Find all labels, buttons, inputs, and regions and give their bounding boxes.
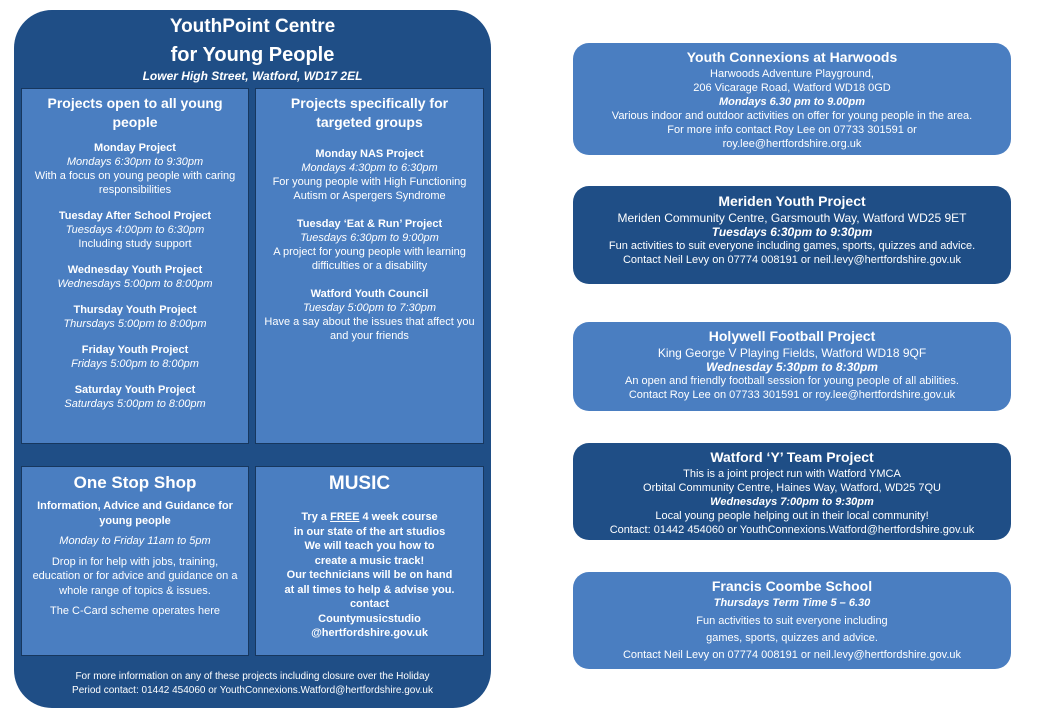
project-name: Monday NAS Project: [315, 148, 424, 160]
one-stop-shop-box: [21, 466, 249, 656]
free-label: FREE: [330, 511, 360, 523]
card-line: Meriden Community Centre, Garsmouth Way, Watford WD25 9ET: [617, 211, 967, 225]
project-name: Friday Youth Project: [81, 344, 189, 356]
card-line: King George V Playing Fields, Watford WD18 9QF: [657, 346, 927, 360]
card-line: games, sports, quizzes and advice.: [706, 632, 878, 644]
card-time: Tuesdays 6:30pm to 9:30pm: [711, 225, 873, 239]
project-time: Tuesday 5:00pm to 7:30pm: [302, 302, 437, 314]
targeted-projects-heading: Projects specifically for targeted groups: [290, 95, 449, 130]
card-line: Harwoods Adventure Playground,: [710, 68, 874, 80]
project-desc: Have a say about the issues that affect you and your friends: [264, 316, 475, 342]
project-time: Mondays 6:30pm to 9:30pm: [66, 156, 204, 168]
project-time: Wednesdays 5:00pm to 8:00pm: [57, 278, 213, 290]
centre-address: Lower High Street, Watford, WD17 2EL: [142, 69, 363, 83]
one-stop-hours: Monday to Friday 11am to 5pm: [59, 535, 211, 547]
holywell-card: [573, 322, 1011, 411]
project-entry: [28, 343, 242, 371]
project-entry: [28, 141, 242, 197]
project-entry: [28, 303, 242, 331]
music-line: Our technicians will be on hand: [286, 569, 453, 581]
c-card-note: The C-Card scheme operates here: [50, 605, 220, 617]
card-line: 206 Vicarage Road, Watford WD18 0GD: [693, 82, 891, 94]
centre-title-line2: for Young People: [170, 44, 335, 66]
music-offer: [262, 510, 477, 525]
project-time: Mondays 4:30pm to 6:30pm: [301, 162, 438, 174]
music-course-text: 4 week course: [359, 511, 438, 523]
card-title: Francis Coombe School: [711, 578, 873, 594]
footer-line1: For more information on any of these projects including closure over the Holiday: [75, 671, 430, 682]
project-name: Wednesday Youth Project: [67, 264, 203, 276]
music-line: create a music track!: [314, 554, 425, 567]
card-time: Thursdays Term Time 5 – 6.30: [713, 597, 871, 609]
music-email-line2: @hertfordshire.gov.uk: [311, 627, 428, 639]
card-title: Meriden Youth Project: [718, 193, 866, 209]
targeted-projects-box: [255, 88, 484, 444]
project-time: Saturdays 5:00pm to 8:00pm: [64, 398, 206, 410]
open-projects-box: [21, 88, 249, 444]
card-line: Orbital Community Centre, Haines Way, Watford, WD25 7QU: [643, 482, 941, 494]
card-line: An open and friendly football session for young people of all abilities.: [625, 375, 959, 387]
card-time: Mondays 6.30 pm to 9.00pm: [718, 96, 866, 108]
card-line: Contact: 01442 454060 or YouthConnexions.Watford@hertfordshire.gov.uk: [609, 524, 975, 536]
open-projects-heading: Projects open to all young people: [47, 95, 223, 130]
centre-title: YouthPoint Centre: [169, 16, 336, 37]
project-desc: Including study support: [78, 238, 192, 250]
meriden-card: [573, 186, 1011, 284]
card-line: Contact Neil Levy on 07774 008191 or neil.levy@hertfordshire.gov.uk: [622, 254, 962, 266]
music-email-line1: Countymusicstudio: [318, 612, 421, 625]
one-stop-heading: One Stop Shop: [73, 473, 197, 492]
project-desc: A project for young people with learning difficulties or a disability: [273, 246, 466, 272]
francis-coombe-card: [573, 572, 1011, 669]
card-time: Wednesdays 7:00pm to 9:30pm: [710, 496, 874, 508]
music-line: contact: [349, 598, 390, 610]
card-title: Holywell Football Project: [708, 328, 876, 344]
project-name: Monday Project: [94, 142, 176, 154]
project-entry: [28, 209, 242, 251]
footer-line2: Period contact: 01442 454060 or YouthConnexions.Watford@hertfordshire.gov.uk: [72, 685, 433, 696]
card-line: Fun activities to suit everyone including games, sports, quizzes and advice.: [608, 240, 976, 252]
project-name: Saturday Youth Project: [74, 384, 196, 396]
harwoods-card: [573, 43, 1011, 155]
y-team-card: [573, 443, 1011, 540]
project-time: Fridays 5:00pm to 8:00pm: [71, 358, 199, 370]
card-title: Youth Connexions at Harwoods: [686, 49, 898, 65]
project-entry: [262, 287, 477, 343]
project-time: Tuesdays 6:30pm to 9:00pm: [300, 232, 439, 244]
project-time: Thursdays 5:00pm to 8:00pm: [63, 318, 207, 330]
project-name: Watford Youth Council: [310, 288, 429, 300]
project-name: Tuesday After School Project: [58, 210, 212, 222]
music-try-text: Try a: [301, 511, 331, 523]
project-name: Tuesday ‘Eat & Run’ Project: [296, 218, 443, 230]
project-desc: For young people with High Functioning Autism or Aspergers Syndrome: [272, 176, 467, 202]
music-box: [255, 466, 484, 656]
card-email: roy.lee@hertfordshire.org.uk: [722, 138, 862, 150]
card-title: Watford ‘Y’ Team Project: [710, 449, 874, 465]
card-line: Contact Roy Lee on 07733 301591 or roy.lee@hertfordshire.gov.uk: [628, 389, 956, 401]
project-desc: With a focus on young people with caring responsibilities: [34, 170, 236, 196]
project-name: Thursday Youth Project: [73, 304, 197, 316]
music-line: at all times to help & advise you.: [284, 583, 455, 596]
project-entry: [28, 263, 242, 291]
card-line: This is a joint project run with Watford YMCA: [683, 468, 901, 480]
card-line: Various indoor and outdoor activities on offer for young people in the area.: [611, 110, 973, 122]
music-line: We will teach you how to: [304, 540, 435, 552]
card-line: Fun activities to suit everyone including: [696, 615, 888, 627]
card-time: Wednesday 5:30pm to 8:30pm: [706, 360, 878, 374]
one-stop-desc: Drop in for help with jobs, training, education or for advice and guidance on a whole range of topics & issues.: [32, 555, 238, 597]
card-line: Local young people helping out in their local community!: [655, 510, 929, 522]
music-heading: MUSIC: [328, 473, 391, 494]
card-line: For more info contact Roy Lee on 07733 301591 or: [667, 124, 917, 136]
project-entry: [262, 217, 477, 273]
project-entry: [262, 147, 477, 203]
card-line: Contact Neil Levy on 07774 008191 or neil.levy@hertfordshire.gov.uk: [622, 649, 962, 661]
one-stop-subheading: Information, Advice and Guidance for young people: [37, 500, 233, 527]
project-time: Tuesdays 4:00pm to 6:30pm: [65, 224, 205, 236]
project-entry: [28, 383, 242, 411]
music-line: in our state of the art studios: [293, 525, 446, 538]
